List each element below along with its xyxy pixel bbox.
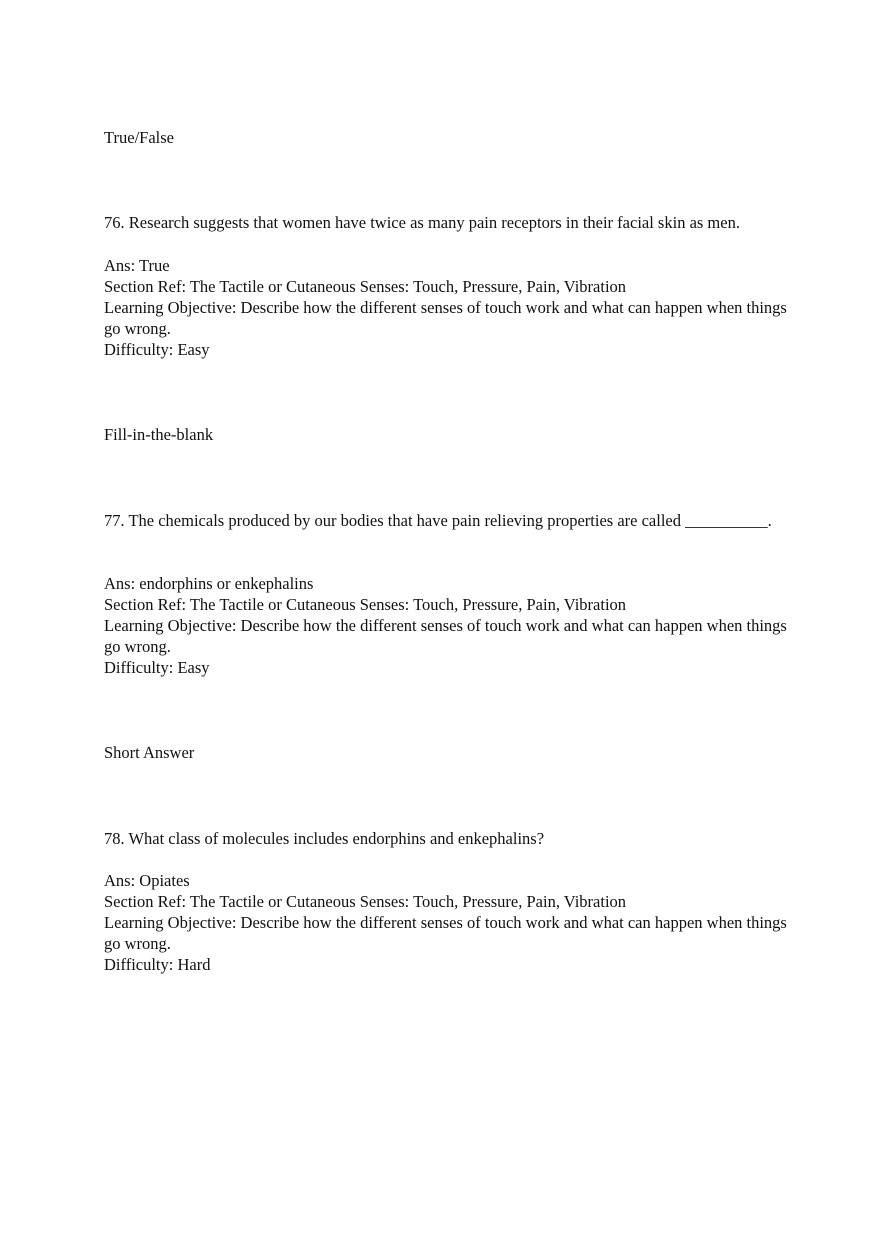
answer-block [104, 573, 794, 678]
learning-objective: Learning Objective: Describe how the different senses of touch work and what can happen when things go wrong. [104, 298, 787, 338]
answer-text: Ans: endorphins or enkephalins [104, 574, 314, 593]
answer-block [104, 870, 794, 975]
section-ref: Section Ref: The Tactile or Cutaneous Senses: Touch, Pressure, Pain, Vibration [104, 277, 627, 296]
section-heading: True/False [104, 128, 174, 147]
section-heading: Fill-in-the-blank [104, 425, 214, 444]
difficulty: Difficulty: Hard [104, 955, 211, 974]
section-heading: Short Answer [104, 743, 195, 762]
question-text: 78. What class of molecules includes endorphins and enkephalins? [104, 829, 545, 848]
difficulty: Difficulty: Easy [104, 658, 210, 677]
section-ref: Section Ref: The Tactile or Cutaneous Senses: Touch, Pressure, Pain, Vibration [104, 595, 627, 614]
section-ref: Section Ref: The Tactile or Cutaneous Senses: Touch, Pressure, Pain, Vibration [104, 892, 627, 911]
answer-block [104, 255, 794, 360]
difficulty: Difficulty: Easy [104, 340, 210, 359]
question-text: 76. Research suggests that women have twice as many pain receptors in their facial skin as men. [104, 213, 740, 232]
answer-text: Ans: Opiates [104, 871, 190, 890]
question-text: 77. The chemicals produced by our bodies that have pain relieving properties are called __________. [104, 511, 772, 530]
answer-text: Ans: True [104, 256, 170, 275]
learning-objective: Learning Objective: Describe how the different senses of touch work and what can happen when things go wrong. [104, 913, 787, 953]
learning-objective: Learning Objective: Describe how the different senses of touch work and what can happen when things go wrong. [104, 616, 787, 656]
